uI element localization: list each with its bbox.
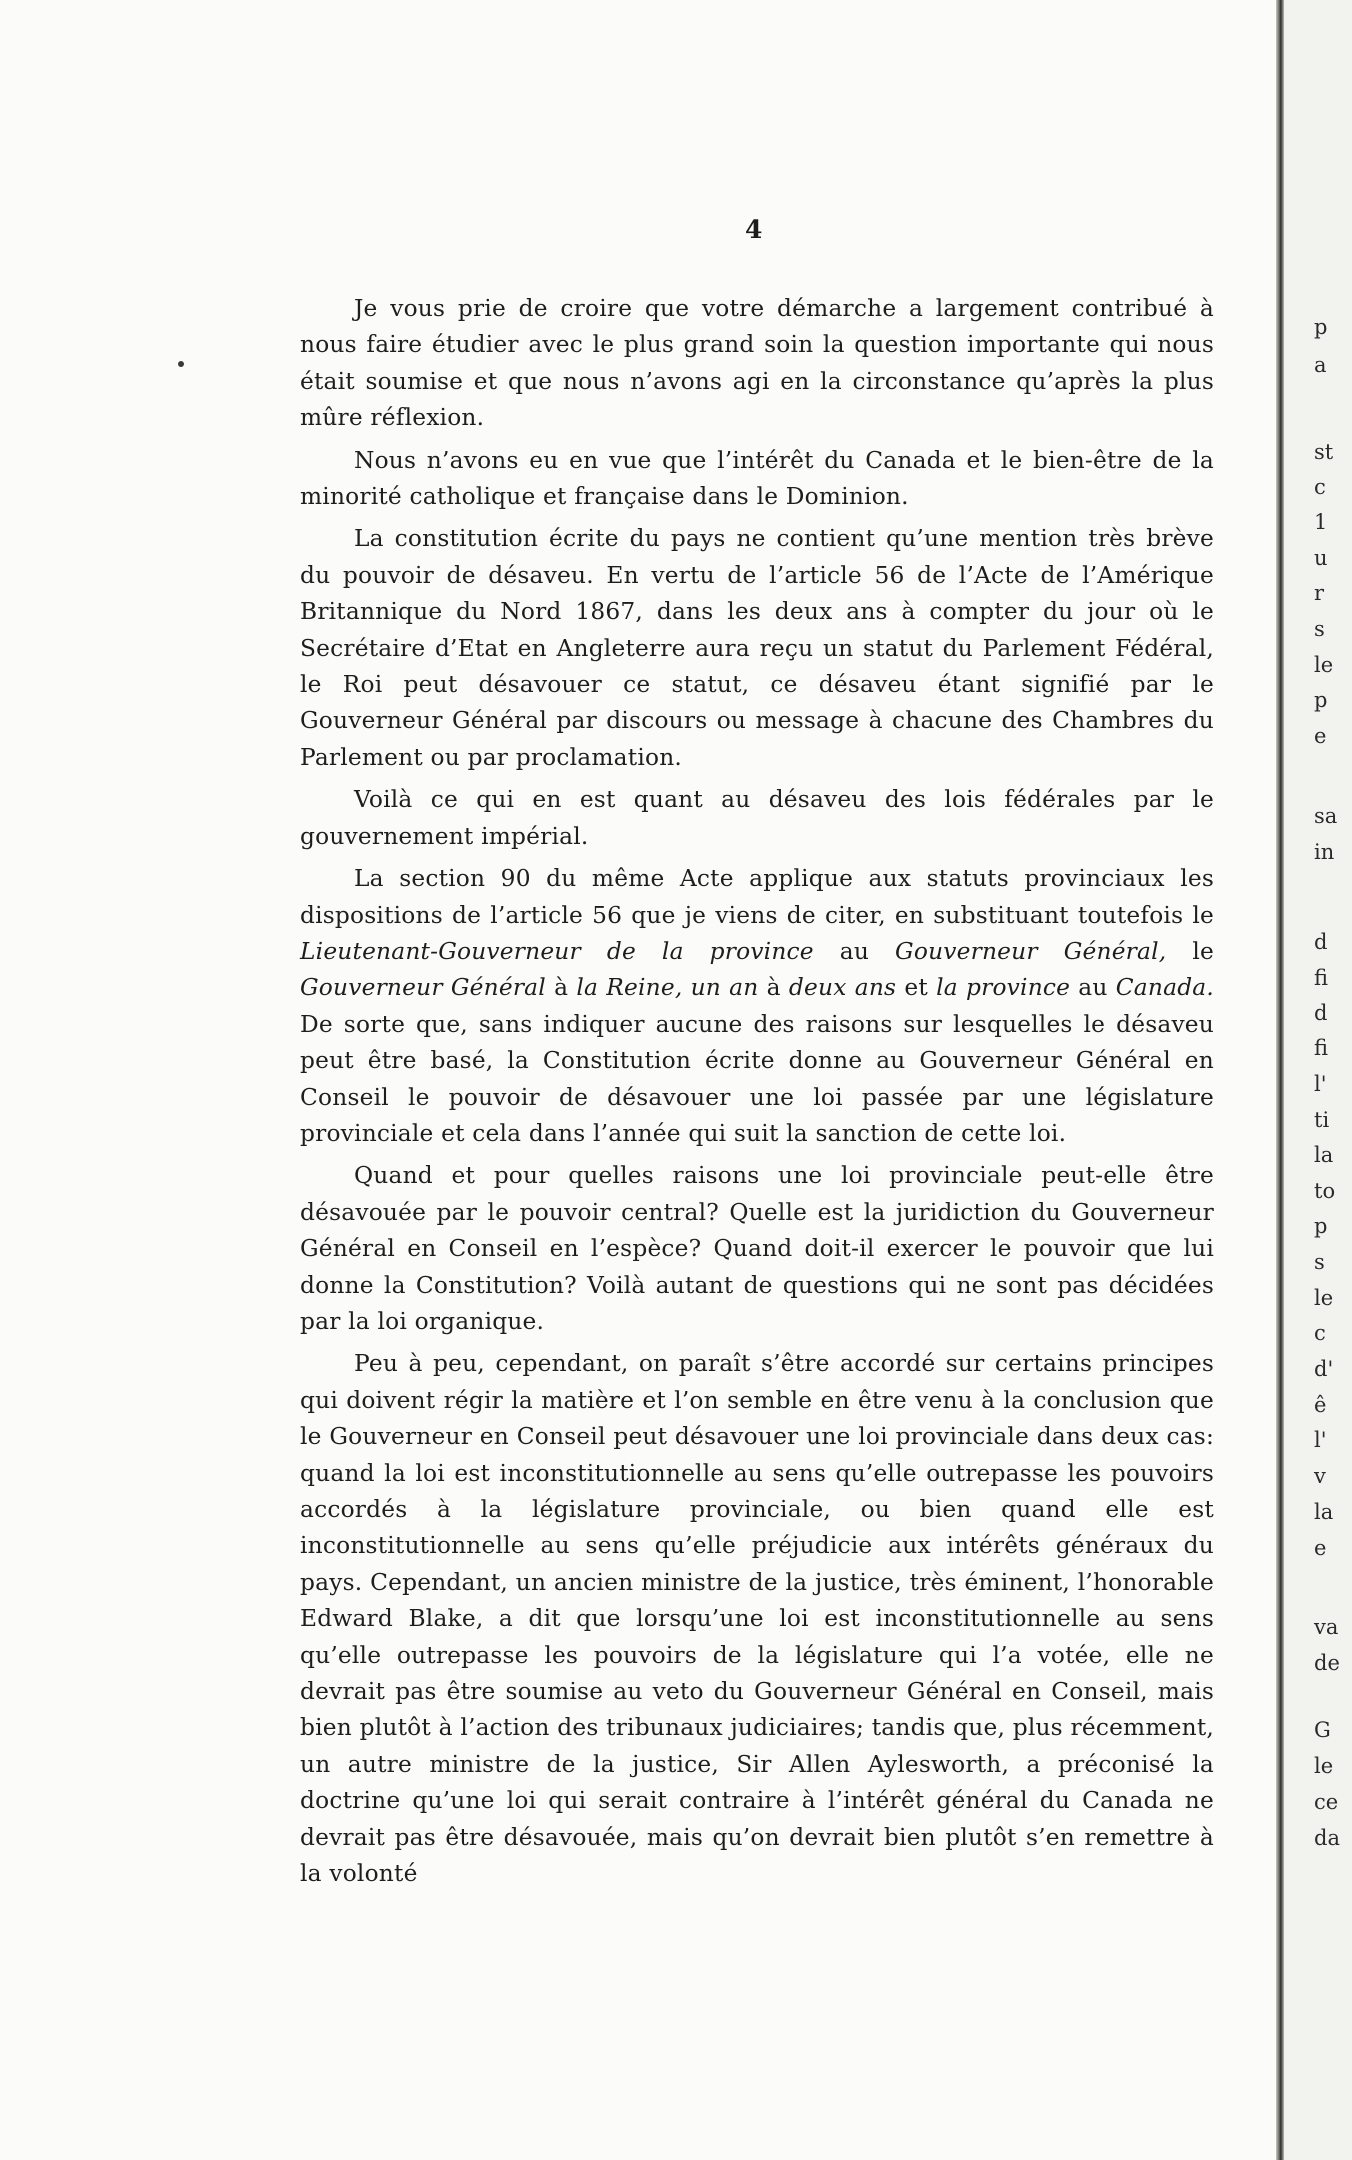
- text-segment: à: [545, 974, 577, 1002]
- italic-segment: deux ans: [788, 974, 897, 1002]
- adjacent-page-fragment: r: [1314, 581, 1325, 605]
- adjacent-page-fragment: st: [1314, 440, 1334, 464]
- adjacent-page-edge: [1284, 0, 1352, 2160]
- italic-segment: la province: [936, 974, 1071, 1002]
- text-segment: le: [1166, 937, 1214, 965]
- adjacent-page-fragment: e: [1314, 724, 1327, 748]
- adjacent-page-fragment: s: [1314, 1250, 1325, 1274]
- adjacent-page-fragment: le: [1314, 1286, 1334, 1310]
- adjacent-page-fragment: G: [1314, 1718, 1331, 1742]
- adjacent-page-fragment: le: [1314, 653, 1334, 677]
- italic-segment: Gouverneur Général,: [895, 937, 1167, 965]
- adjacent-page-fragment: l': [1314, 1428, 1327, 1452]
- paragraph-with-italics: [300, 861, 1214, 1152]
- adjacent-page-fragment: p: [1314, 688, 1328, 712]
- adjacent-page-fragment: la: [1314, 1143, 1334, 1167]
- adjacent-page-fragment: a: [1314, 353, 1327, 377]
- adjacent-page-fragment: de: [1314, 1651, 1340, 1675]
- adjacent-page-fragment: fi: [1314, 1036, 1329, 1060]
- adjacent-page-fragment: da: [1314, 1826, 1340, 1850]
- text-segment: et: [896, 974, 937, 1002]
- page-number: 4: [745, 215, 763, 244]
- adjacent-page-fragment: ce: [1314, 1790, 1339, 1814]
- adjacent-page-fragment: d: [1314, 1001, 1328, 1025]
- adjacent-page-fragment: c: [1314, 475, 1326, 499]
- adjacent-page-fragment: la: [1314, 1500, 1334, 1524]
- adjacent-page-fragment: fi: [1314, 966, 1329, 990]
- adjacent-page-fragment: c: [1314, 1321, 1326, 1345]
- text-segment: au: [1070, 974, 1116, 1002]
- body-text: [300, 291, 1214, 1892]
- adjacent-page-fragment: in: [1314, 840, 1335, 864]
- paragraph: La constitution écrite du pays ne contient qu’une mention très brève du pouvoir de désaveu. En vertu de l’article 56 de l’Acte de l’Amérique Britannique du Nord 1867, dans les deux ans à compter du jour où le Secrétaire d’Etat en Angleterre aura reçu un statut du Parlement Fédéral, le Roi peut désavouer ce statut, ce désaveu étant signifié par le Gouverneur Général par discours ou message à chacune des Chambres du Parlement ou par proclamation.: [300, 525, 1214, 771]
- scan-speck: [178, 361, 184, 367]
- paragraph: Quand et pour quelles raisons une loi provinciale peut-elle être désavouée par le pouvoir central? Quelle est la juridiction du Gouverneur Général en Conseil en l’espèce? Quand doit-il exercer le pouvoir que lui donne la Constitution? Voilà autant de questions qui ne sont pas décidées par la loi organique.: [300, 1162, 1214, 1335]
- italic-segment: Gouverneur Général: [300, 974, 546, 1002]
- adjacent-page-fragment: e: [1314, 1536, 1327, 1560]
- adjacent-page-fragment: p: [1314, 315, 1328, 339]
- book-gutter: [1276, 0, 1284, 2160]
- paragraph: Voilà ce qui en est quant au désaveu des lois fédérales par le gouvernement impérial.: [300, 786, 1214, 850]
- italic-segment: Canada.: [1115, 974, 1214, 1002]
- adjacent-page-fragment: to: [1314, 1179, 1336, 1203]
- adjacent-page-fragment: u: [1314, 546, 1328, 570]
- paragraph: Je vous prie de croire que votre démarche a largement contribué à nous faire étudier avec le plus grand soin la question importante qui nous était soumise et que nous n’avons agi en la circonstance qu’après la plus mûre réflexion.: [300, 295, 1214, 432]
- adjacent-page-fragment: 1: [1314, 510, 1328, 534]
- adjacent-page-fragment: v: [1314, 1464, 1326, 1488]
- adjacent-page-fragment: le: [1314, 1754, 1334, 1778]
- text-segment: au: [813, 937, 896, 965]
- paragraph: Nous n’avons eu en vue que l’intérêt du Canada et le bien-être de la minorité catholique et française dans le Dominion.: [300, 446, 1214, 511]
- adjacent-page-fragment: va: [1314, 1615, 1339, 1639]
- italic-segment: la Reine, un an: [576, 974, 759, 1002]
- adjacent-page-fragment: l': [1314, 1072, 1327, 1096]
- adjacent-page-fragment: s: [1314, 617, 1325, 641]
- text-segment: à: [758, 974, 789, 1002]
- adjacent-page-fragment: ti: [1314, 1108, 1330, 1132]
- paragraph: Peu à peu, cependant, on paraît s’être accordé sur certains principes qui doivent régir la matière et l’on semble en être venu à la conclusion que le Gouverneur en Conseil peut désavouer une loi provinciale dans deux cas: quand la loi est inconstitutionnelle au sens qu’elle outrepasse les pouvoirs accordés à la législature provinciale, ou bien quand elle est inconstitutionnelle au sens qu’elle préjudicie aux intérêts généraux du pays. Cependant, un ancien ministre de la justice, très éminent, l’honorable Edward Blake, a dit que lorsqu’une loi est inconstitutionnelle au sens qu’elle outrepasse les pouvoirs de la législature qui l’a votée, elle ne devrait pas être soumise au veto du Gouverneur Général en Conseil, mais bien plutôt à l’action des tribunaux judiciaires; tandis que, plus récemment, un autre ministre de la justice, Sir Allen Aylesworth, a préconisé la doctrine qu’une loi qui serait contraire à l’intérêt général du Canada ne devrait pas être désavouée, mais qu’on devrait bien plutôt s’en remettre à la volonté: [300, 1350, 1214, 1888]
- adjacent-page-fragment: d: [1314, 930, 1328, 954]
- text-segment: La section 90 du même Acte applique aux statuts provinciaux les dispositions de l’article 56 que je viens de citer, en substituant toutefois le: [300, 865, 1214, 929]
- italic-segment: Lieutenant-Gouverneur de la province: [300, 937, 814, 965]
- adjacent-page-fragment: d': [1314, 1357, 1334, 1381]
- adjacent-page-fragment: ê: [1314, 1393, 1327, 1417]
- text-segment: De sorte que, sans indiquer aucune des raisons sur lesquelles le désaveu peut être basé, la Constitution écrite donne au Gouverneur Général en Conseil le pouvoir de désavouer une loi passée par une législature provinciale et cela dans l’année qui suit la sanction de cette loi.: [300, 1010, 1214, 1147]
- adjacent-page-fragment: sa: [1314, 804, 1338, 828]
- adjacent-page-fragment: p: [1314, 1214, 1328, 1238]
